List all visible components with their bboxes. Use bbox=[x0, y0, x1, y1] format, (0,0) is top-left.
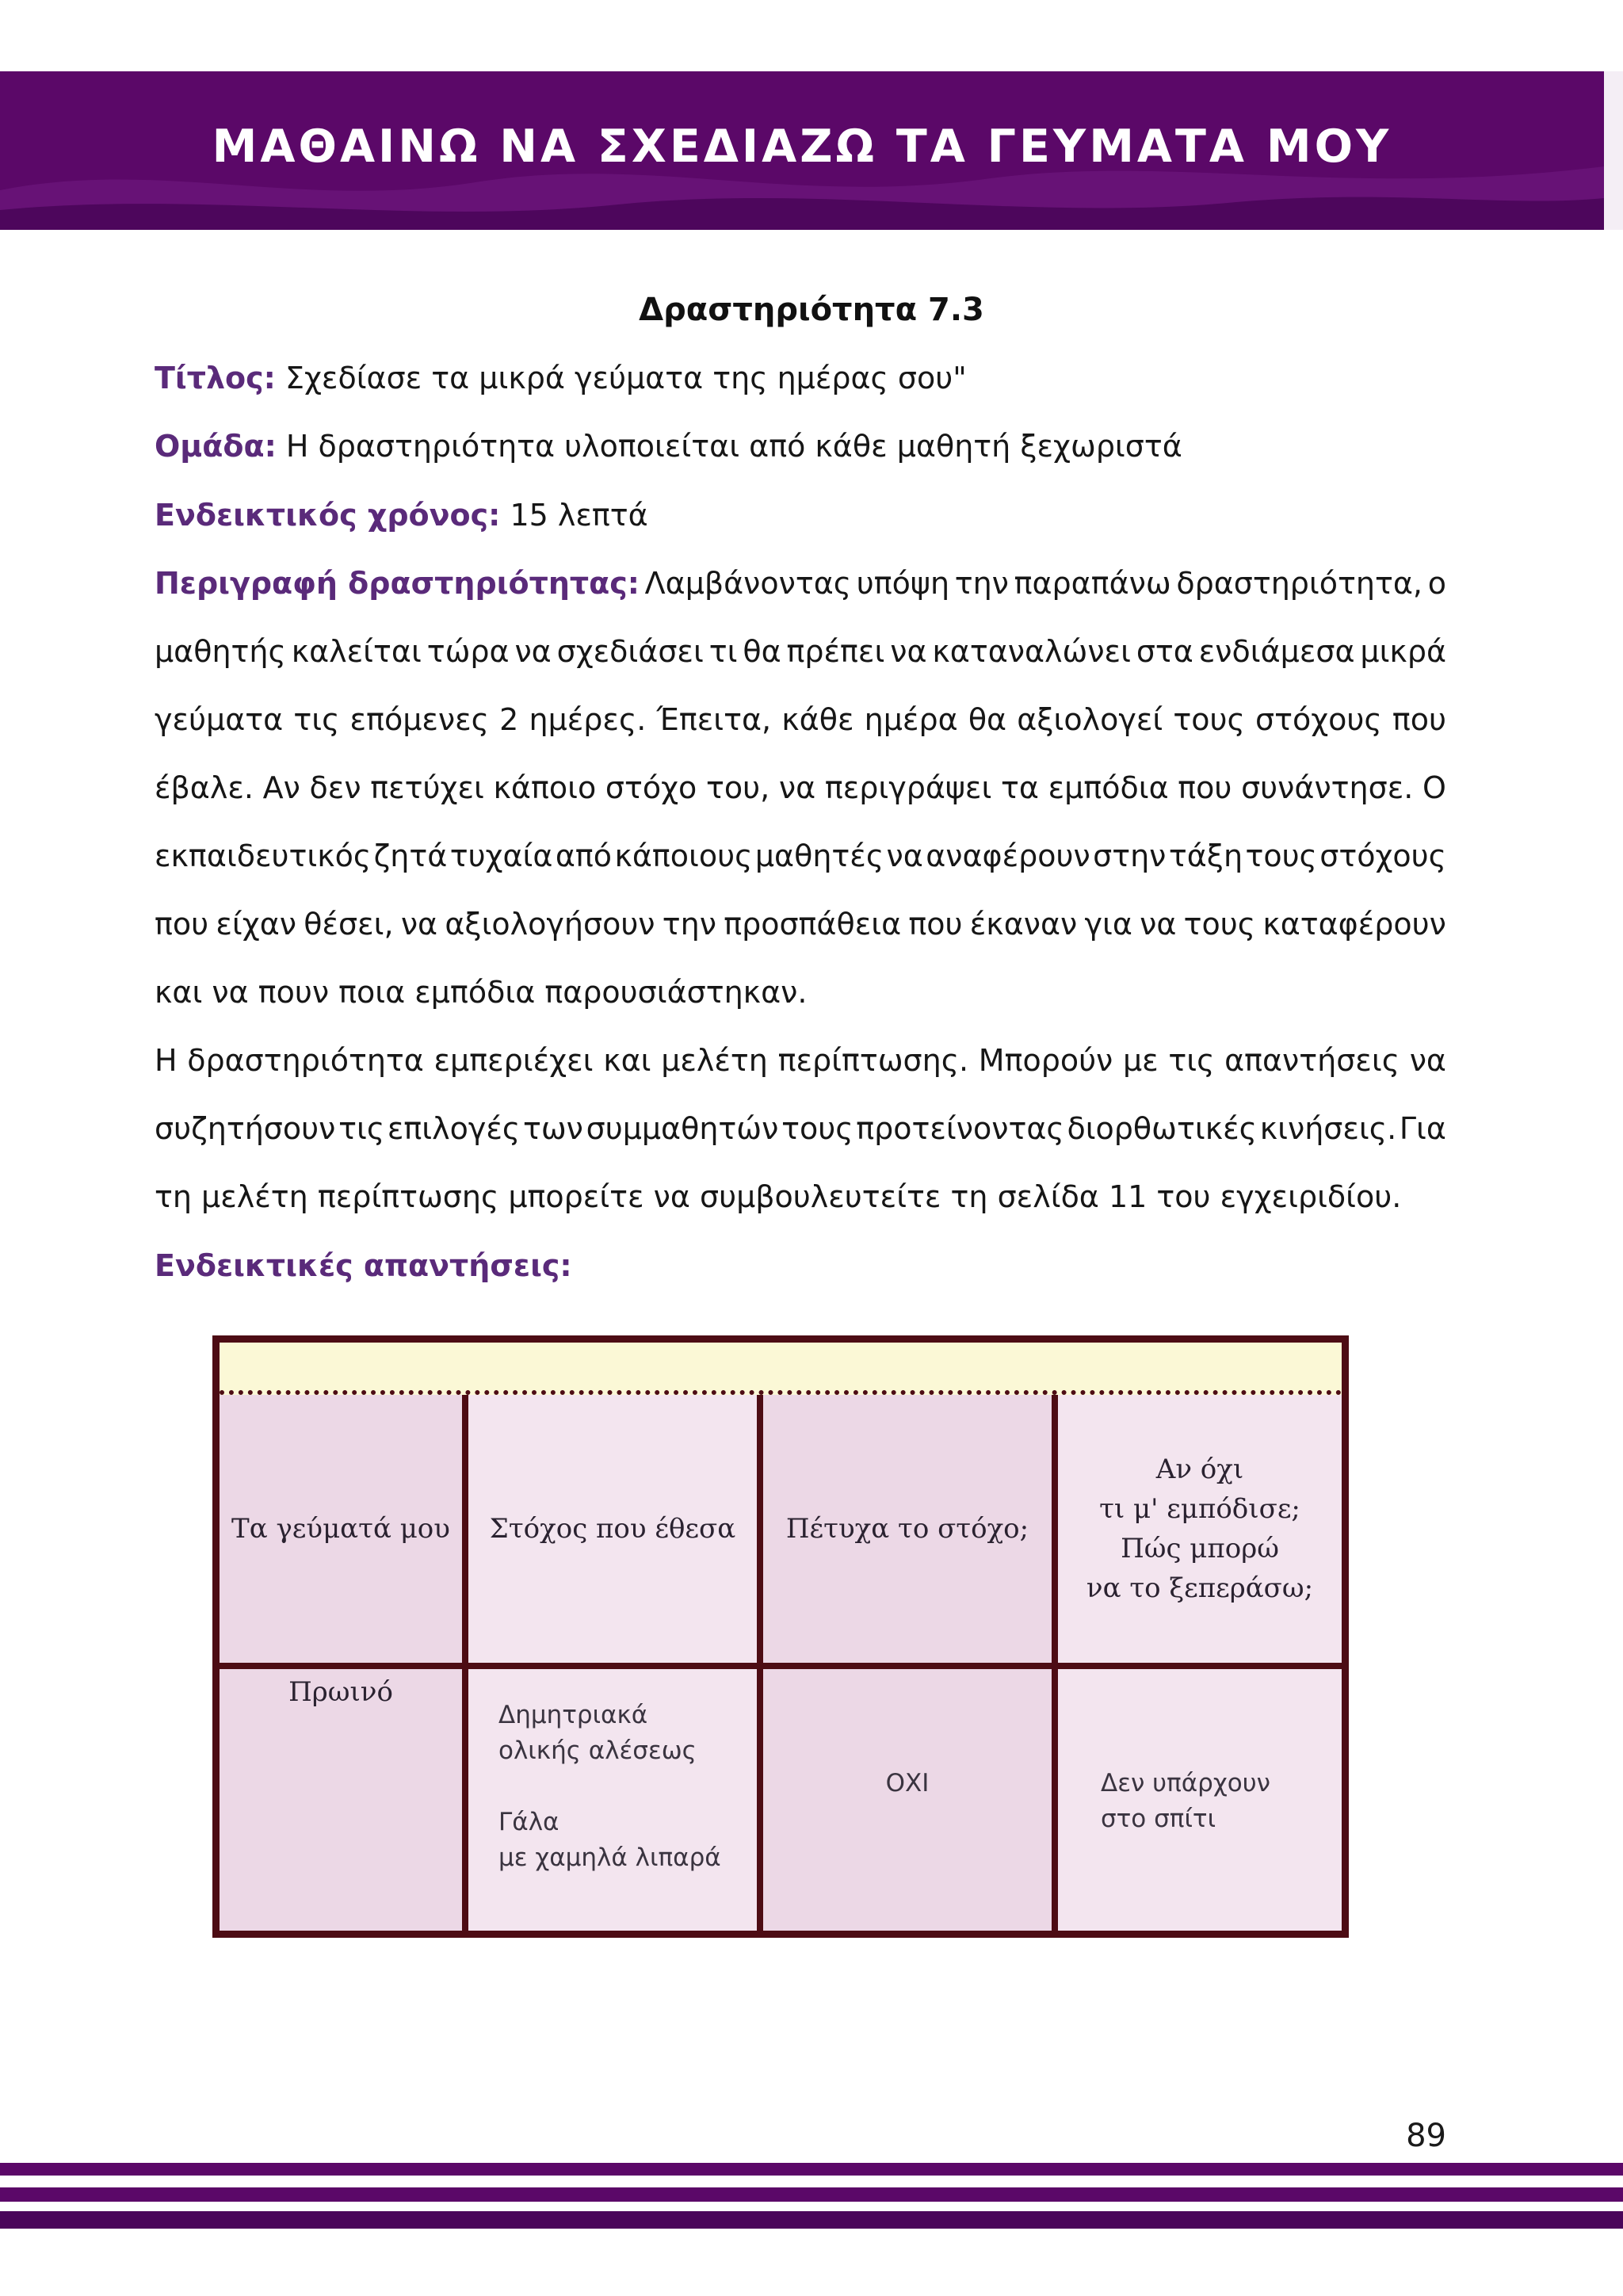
cell-achieved: ΟΧΙ bbox=[763, 1669, 1052, 1931]
text-word: προσπάθεια bbox=[724, 907, 902, 942]
header-cell-obstacles: Αν όχι τι μ' εμπόδισε; Πώς μπορώ να το ξεπεράσω; bbox=[1058, 1395, 1342, 1663]
text-word: καταναλώνει bbox=[932, 634, 1131, 669]
text-word: θα bbox=[743, 634, 781, 669]
text-word: 2 bbox=[499, 702, 519, 737]
footer-rule bbox=[0, 2187, 1623, 2202]
text-word: τις bbox=[1168, 1043, 1215, 1078]
text-word: Η bbox=[155, 1043, 178, 1078]
text-word: με bbox=[1122, 1043, 1159, 1078]
description-line bbox=[155, 634, 1446, 669]
text-word: του, bbox=[705, 770, 770, 805]
description-line bbox=[155, 839, 1446, 873]
text-word: μελέτη bbox=[661, 1043, 768, 1078]
text-word: που bbox=[155, 907, 209, 942]
text-word: Ο bbox=[1423, 770, 1446, 805]
text-word: καλείται bbox=[291, 634, 422, 669]
answers-label: Ενδεικτικές απαντήσεις: bbox=[155, 1248, 572, 1283]
title-value: Σχεδίασε τα μικρά γεύματα της ημέρας σου" bbox=[275, 361, 967, 395]
header-cell-goal: Στόχος που έθεσα bbox=[468, 1395, 757, 1663]
text-word: τους bbox=[1183, 907, 1256, 942]
text-word: στόχο bbox=[605, 770, 697, 805]
text-word: που bbox=[1392, 702, 1446, 737]
text-word: ημέρες. bbox=[529, 702, 647, 737]
text-word: αξιολογήσουν bbox=[445, 907, 655, 942]
text-word: Μπορούν bbox=[978, 1043, 1113, 1078]
description-last-line: και να πουν ποια εμπόδια παρουσιάστηκαν. bbox=[155, 975, 808, 1010]
text-word: έκαναν bbox=[969, 907, 1078, 942]
banner-edge bbox=[1604, 71, 1623, 230]
time-line bbox=[155, 498, 1446, 533]
text-word: συζητήσουν bbox=[155, 1111, 336, 1146]
header-cell-meals: Τα γεύματά μου bbox=[220, 1395, 462, 1663]
description-word: την bbox=[954, 566, 1009, 601]
cell-meal: Πρωινό bbox=[220, 1669, 462, 1931]
description-word: δραστηριότητα, bbox=[1176, 566, 1423, 601]
text-word: τους bbox=[1245, 839, 1317, 873]
text-word: θα bbox=[968, 702, 1007, 737]
description-word: παραπάνω bbox=[1014, 566, 1171, 601]
text-word: μαθητής bbox=[155, 634, 286, 669]
text-word: κάποιους bbox=[614, 839, 753, 873]
text-word: συμμαθητών bbox=[586, 1111, 779, 1146]
text-word: να bbox=[1140, 907, 1177, 942]
text-word: θέσει, bbox=[304, 907, 394, 942]
footer-rule bbox=[0, 2163, 1623, 2176]
table-top-strip bbox=[220, 1343, 1342, 1395]
text-word: να bbox=[778, 770, 816, 805]
text-word: Για bbox=[1399, 1111, 1446, 1146]
text-word: την bbox=[662, 907, 716, 942]
text-word: περίπτωσης. bbox=[777, 1043, 969, 1078]
group-value: Η δραστηριότητα υλοποιείται από κάθε μαθητή ξεχωριστά bbox=[276, 429, 1182, 464]
text-word: Έπειτα, bbox=[656, 702, 772, 737]
description-line bbox=[155, 907, 1446, 942]
text-word: να bbox=[886, 839, 923, 873]
text-word: τι bbox=[708, 634, 738, 669]
text-word: διορθωτικές bbox=[1067, 1111, 1257, 1146]
case-study-line bbox=[155, 1043, 1446, 1078]
time-label: Ενδεικτικός χρόνος: bbox=[155, 498, 501, 533]
group-line bbox=[155, 429, 1446, 464]
text-word: κάποιο bbox=[493, 770, 597, 805]
text-word: Αν bbox=[262, 770, 300, 805]
text-word: έβαλε. bbox=[155, 770, 254, 805]
text-word: απαντήσεις bbox=[1224, 1043, 1400, 1078]
text-word: τάξη bbox=[1168, 839, 1243, 873]
text-word: να bbox=[400, 907, 438, 942]
text-word: τους bbox=[1173, 702, 1245, 737]
text-word: είχαν bbox=[216, 907, 296, 942]
description-word: υπόψη bbox=[856, 566, 950, 601]
title-label: Τίτλος: bbox=[155, 361, 276, 395]
case-study-line bbox=[155, 1111, 1446, 1146]
text-word: σχεδιάσει bbox=[556, 634, 704, 669]
text-word: να bbox=[1409, 1043, 1446, 1078]
cell-goal: Δημητριακά ολικής αλέσεως Γάλα με χαμηλά λιπαρά bbox=[468, 1669, 757, 1931]
footer-rule bbox=[0, 2211, 1623, 2229]
page-top-margin bbox=[0, 0, 1623, 73]
text-word: εκπαιδευτικός bbox=[155, 839, 372, 873]
text-word: δραστηριότητα bbox=[187, 1043, 424, 1078]
description-word: ο bbox=[1427, 566, 1446, 601]
text-word: πρέπει bbox=[786, 634, 885, 669]
text-word: που bbox=[1178, 770, 1232, 805]
text-word: να bbox=[890, 634, 927, 669]
text-word: τυχαία bbox=[449, 839, 553, 873]
header-cell-achieved: Πέτυχα το στόχο; bbox=[763, 1395, 1052, 1663]
text-word: επιλογές bbox=[387, 1111, 521, 1146]
answers-table bbox=[212, 1335, 1349, 1938]
text-word: και bbox=[603, 1043, 651, 1078]
text-word: που bbox=[908, 907, 963, 942]
answers-line bbox=[155, 1248, 1446, 1283]
text-word: από bbox=[555, 839, 613, 873]
text-word: αναφέρουν bbox=[926, 839, 1090, 873]
text-word: επόμενες bbox=[349, 702, 489, 737]
page-number: 89 bbox=[1406, 2118, 1446, 2154]
text-word: πετύχει bbox=[370, 770, 484, 805]
description-line bbox=[155, 702, 1446, 737]
group-label: Ομάδα: bbox=[155, 429, 277, 464]
title-line bbox=[155, 361, 1446, 395]
description-line bbox=[155, 770, 1446, 805]
text-word: καταφέρουν bbox=[1262, 907, 1446, 942]
page-header-title: ΜΑΘΑΙΝΩ ΝΑ ΣΧΕΔΙΑΖΩ ΤΑ ΓΕΥΜΑΤΑ ΜΟΥ bbox=[212, 120, 1392, 173]
text-word: μαθητές bbox=[754, 839, 884, 873]
text-word: εμπεριέχει bbox=[433, 1043, 594, 1078]
text-word: κάθε bbox=[781, 702, 854, 737]
case-study-last-line: τη μελέτη περίπτωσης μπορείτε να συμβουλευτείτε τη σελίδα 11 του εγχειριδίου. bbox=[155, 1179, 1402, 1214]
text-word: στόχους bbox=[1319, 839, 1446, 873]
cell-obstacle: Δεν υπάρχουν στο σπίτι bbox=[1058, 1669, 1342, 1931]
text-word: στα bbox=[1136, 634, 1193, 669]
text-word: τώρα bbox=[426, 634, 510, 669]
text-word: ζητά bbox=[373, 839, 448, 873]
activity-heading: Δραστηριότητα 7.3 bbox=[639, 292, 984, 328]
text-word: τις bbox=[338, 1111, 385, 1146]
text-word: στόχους bbox=[1255, 702, 1382, 737]
table-divider bbox=[220, 1663, 1342, 1669]
text-word: στην bbox=[1093, 839, 1167, 873]
text-word: για bbox=[1084, 907, 1132, 942]
text-word: ενδιάμεσα bbox=[1198, 634, 1355, 669]
description-line-1 bbox=[155, 566, 1446, 601]
text-word: να bbox=[514, 634, 552, 669]
text-word: συνάντησε. bbox=[1241, 770, 1414, 805]
text-word: προτείνοντας bbox=[856, 1111, 1064, 1146]
text-word: γεύματα bbox=[155, 702, 284, 737]
time-value: 15 λεπτά bbox=[500, 498, 648, 533]
text-word: ημέρα bbox=[864, 702, 958, 737]
text-word: δεν bbox=[309, 770, 361, 805]
text-word: τα bbox=[1001, 770, 1039, 805]
text-word: περιγράψει bbox=[824, 770, 992, 805]
header-banner bbox=[0, 71, 1604, 230]
text-word: αξιολογεί bbox=[1017, 702, 1163, 737]
text-word: κινήσεις. bbox=[1259, 1111, 1397, 1146]
description-word: Λαμβάνοντας bbox=[644, 566, 852, 601]
text-word: τις bbox=[293, 702, 340, 737]
text-word: τους bbox=[781, 1111, 854, 1146]
description-label: Περιγραφή δραστηριότητας: bbox=[155, 566, 640, 601]
text-word: εμπόδια bbox=[1048, 770, 1169, 805]
text-word: των bbox=[522, 1111, 583, 1146]
text-word: μικρά bbox=[1360, 634, 1446, 669]
